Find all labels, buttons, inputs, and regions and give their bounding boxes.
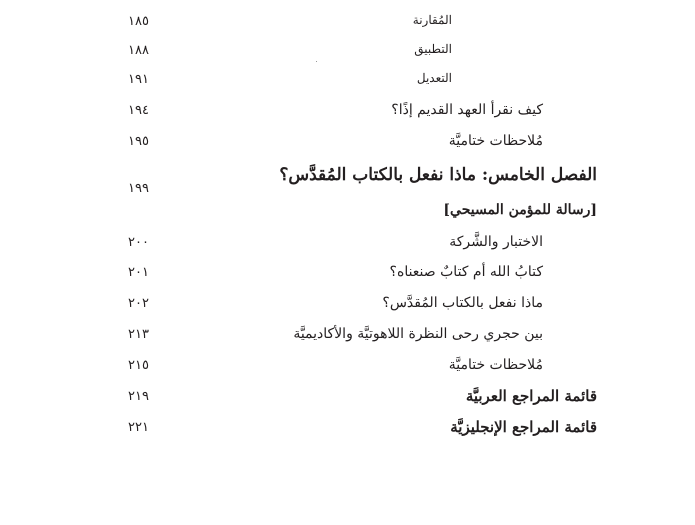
toc-page-number: ١٩٥ <box>128 134 149 149</box>
toc-page-number: ١٩١ <box>128 72 149 87</box>
toc-row <box>0 37 695 67</box>
toc-page-number: ٢٠٠ <box>128 235 149 250</box>
toc-page-number: ١٩٩ <box>128 181 149 196</box>
toc-row <box>0 229 695 259</box>
toc-row <box>0 383 695 413</box>
scan-speck <box>316 61 317 62</box>
chapter-heading: الفصل الخامس: ماذا نفعل بالكتاب المُقدَّس؟ <box>279 165 597 185</box>
toc-entry-title: مُلاحظات ختاميَّة <box>448 133 543 149</box>
toc-entry-title: المُقارنة <box>412 13 452 27</box>
toc-row <box>0 321 695 351</box>
toc-row <box>0 290 695 320</box>
toc-entry-title: بين حجري رحى النظرة اللاهوتيَّة والأكاديميَّة <box>293 326 543 342</box>
toc-page-number: ٢٢١ <box>128 420 149 435</box>
toc-entry-title: التعديل <box>416 71 452 85</box>
chapter-subtitle: [رسالة للمؤمن المسيحي] <box>443 202 597 218</box>
toc-row <box>0 198 695 228</box>
toc-page-number: ٢٠٢ <box>128 296 149 311</box>
toc-page-number: ١٩٤ <box>128 103 149 118</box>
toc-row <box>0 128 695 158</box>
toc-page-number: ٢٠١ <box>128 265 149 280</box>
toc-entry-title: كيف نقرأ العهد القديم إذًا؟ <box>391 102 543 118</box>
toc-row <box>0 259 695 289</box>
toc-entry-title: مُلاحظات ختاميَّة <box>448 357 543 373</box>
toc-row <box>0 97 695 127</box>
toc-page-number: ١٨٨ <box>128 43 149 58</box>
toc-row <box>0 414 695 444</box>
toc-row-chapter <box>0 162 695 198</box>
toc-page-number: ٢١٥ <box>128 358 149 373</box>
toc-row <box>0 66 695 96</box>
toc-entry-title: التطبيق <box>414 42 452 56</box>
toc-entry-title: قائمة المراجع العربيَّة <box>465 387 597 405</box>
toc-page-number: ٢١٩ <box>128 389 149 404</box>
toc-entry-title: كتابُ الله أم كتابٌ صنعناه؟ <box>389 264 543 280</box>
toc-page-number: ١٨٥ <box>128 14 149 29</box>
toc-entry-title: الاختبار والشَّركة <box>449 234 543 250</box>
toc-entry-title: ماذا نفعل بالكتاب المُقدَّس؟ <box>382 295 543 311</box>
toc-row <box>0 352 695 382</box>
toc-page-number: ٢١٣ <box>128 327 149 342</box>
toc-row <box>0 8 695 38</box>
toc-entry-title: قائمة المراجع الإنجليزيَّة <box>450 418 597 436</box>
